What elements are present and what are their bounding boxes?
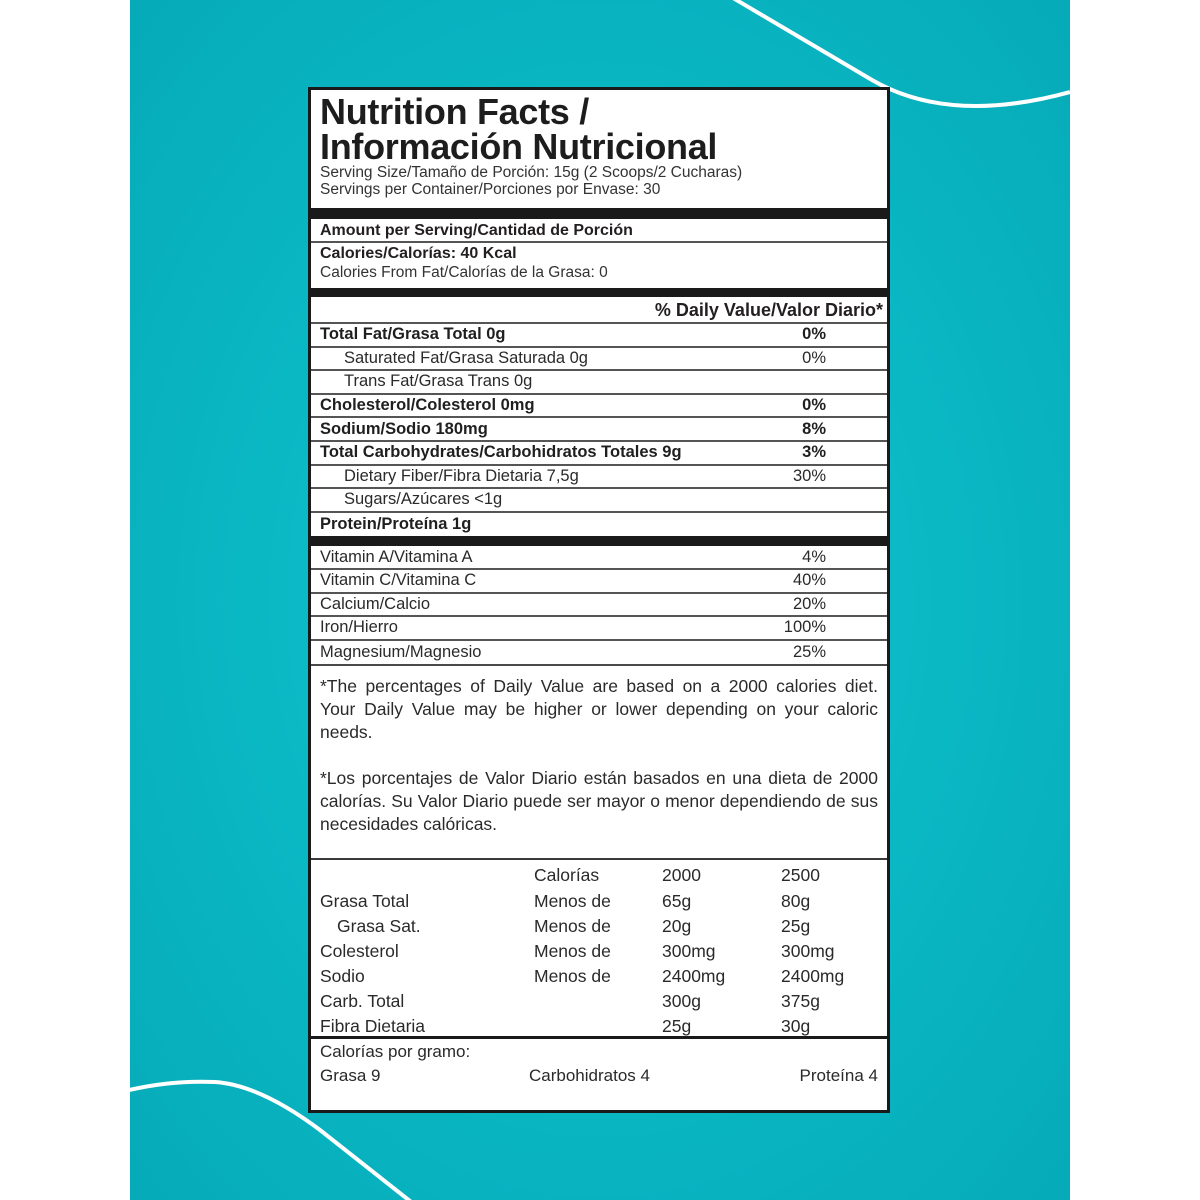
reference-cell: 2400mg: [662, 966, 726, 987]
nutrient-row: [311, 395, 887, 419]
footnote-english: *The percentages of Daily Value are based on a 2000 calories diet. Your Daily Value may be higher or lower depending on your caloric needs.: [320, 676, 878, 743]
nutrient-name: Cholesterol/Colesterol 0mg: [320, 396, 535, 415]
nutrient-pct: 3%: [802, 443, 826, 462]
serving-size: Serving Size/Tamaño de Porción: 15g (2 Scoops/2 Cucharas): [320, 164, 743, 181]
nutrient-row: [311, 513, 887, 537]
footnote-spanish: *Los porcentajes de Valor Diario están basados en una dieta de 2000 calorías. Su Valor Diario puede ser mayor o menor dependiendo de sus necesidades calóricas.: [320, 768, 878, 835]
thick-divider: [311, 208, 887, 219]
reference-cell: 25g: [781, 915, 811, 936]
vitamin-name: Vitamin C/Vitamina C: [320, 571, 477, 590]
vitamin-row: [311, 594, 887, 618]
nutrient-pct: 0%: [802, 396, 826, 415]
reference-cell: 80g: [781, 890, 811, 911]
vitamin-row: [311, 546, 887, 570]
reference-cell: [320, 863, 534, 888]
reference-row: [320, 889, 887, 914]
nutrient-pct: 30%: [792, 466, 826, 485]
vitamin-pct: 20%: [792, 594, 826, 613]
reference-cell: Menos de: [534, 940, 611, 961]
fat-cal-per-gram: Grasa 9: [320, 1066, 381, 1086]
reference-row: [320, 964, 887, 989]
nutrient-row: [311, 489, 887, 513]
reference-cell: 300g: [662, 991, 701, 1012]
nutrient-list: [311, 324, 887, 536]
footnote: [311, 664, 887, 858]
reference-row: [320, 863, 887, 888]
reference-cell: 25g: [662, 1016, 692, 1037]
reference-row: [320, 914, 887, 939]
reference-row: [320, 989, 887, 1014]
nutrient-row: [311, 418, 887, 442]
reference-cell: Grasa Total: [320, 890, 410, 911]
reference-cell: 300mg: [662, 940, 716, 961]
nutrient-name: Protein/Proteína 1g: [320, 515, 472, 534]
vitamin-row: [311, 570, 887, 594]
calories-per-gram: [311, 1036, 887, 1088]
nutrient-name: Sugars/Azúcares <1g: [344, 490, 503, 509]
reference-cell: [534, 1014, 662, 1039]
calories-from-fat: Calories From Fat/Calorías de la Grasa: 0: [320, 264, 608, 281]
reference-cell: Colesterol: [320, 940, 399, 961]
reference-cell: Carb. Total: [320, 991, 405, 1012]
vitamin-name: Vitamin A/Vitamina A: [320, 547, 473, 566]
daily-reference-table: [311, 858, 887, 1036]
nutrient-row: [311, 348, 887, 372]
reference-cell: [534, 989, 662, 1014]
servings-per-container: Servings per Container/Porciones por Envase: 30: [320, 181, 661, 198]
title-line-1: Nutrition Facts /: [320, 91, 589, 132]
vitamin-name: Calcium/Calcio: [320, 594, 431, 613]
nutrient-pct: 0%: [802, 325, 826, 344]
reference-cell: Menos de: [534, 966, 611, 987]
reference-cell: 2500: [781, 865, 820, 886]
title-line-2: Información Nutricional: [320, 126, 718, 167]
reference-cell: 2400mg: [781, 966, 845, 987]
nutrient-name: Total Fat/Grasa Total 0g: [320, 325, 506, 344]
nutrient-name: Sodium/Sodio 180mg: [320, 419, 488, 438]
vitamin-pct: 40%: [792, 571, 826, 590]
nutrient-name: Trans Fat/Grasa Trans 0g: [344, 372, 533, 391]
protein-cal-per-gram: Proteína 4: [799, 1066, 878, 1086]
reference-cell: Grasa Sat.: [337, 915, 421, 936]
nutrient-name: Total Carbohydrates/Carbohidratos Totales 9g: [320, 443, 682, 462]
nutrient-row: [311, 324, 887, 348]
calories-block: [311, 243, 887, 288]
nutrient-name: Dietary Fiber/Fibra Dietaria 7,5g: [344, 466, 579, 485]
vitamin-list: [311, 546, 887, 664]
reference-cell: Menos de: [534, 915, 611, 936]
reference-cell: 65g: [662, 890, 692, 911]
vitamin-row: [311, 641, 887, 665]
calories-per-gram-label: Calorías por gramo:: [320, 1042, 471, 1062]
nutrient-row: [311, 371, 887, 395]
daily-value-header: % Daily Value/Valor Diario*: [311, 297, 887, 324]
amount-per-serving: Amount per Serving/Cantidad de Porción: [311, 219, 887, 243]
nutrient-row: [311, 466, 887, 490]
reference-row: [320, 939, 887, 964]
reference-cell: 2000: [662, 865, 701, 886]
vitamin-row: [311, 617, 887, 641]
vitamin-pct: 4%: [802, 547, 826, 566]
nutrition-facts-label: [308, 87, 890, 1113]
nutrient-pct: 0%: [802, 348, 826, 367]
vitamin-name: Iron/Hierro: [320, 618, 398, 637]
reference-cell: Sodio: [320, 966, 365, 987]
nutrient-row: [311, 442, 887, 466]
vitamin-pct: 25%: [792, 643, 826, 662]
thick-divider: [311, 288, 887, 297]
calories-per-gram-values: [320, 1064, 878, 1088]
nutrient-pct: 8%: [802, 419, 826, 438]
reference-cell: 20g: [662, 915, 692, 936]
reference-row: [320, 1014, 887, 1039]
reference-cell: Calorías: [534, 865, 600, 886]
vitamin-pct: 100%: [783, 618, 826, 637]
reference-cell: 375g: [781, 991, 820, 1012]
nutrient-name: Saturated Fat/Grasa Saturada 0g: [344, 348, 588, 367]
reference-cell: 300mg: [781, 940, 835, 961]
vitamin-name: Magnesium/Magnesio: [320, 643, 482, 662]
carb-cal-per-gram: Carbohidratos 4: [529, 1066, 650, 1086]
reference-cell: Menos de: [534, 890, 611, 911]
reference-cell: Fibra Dietaria: [320, 1016, 426, 1037]
label-header: [311, 90, 887, 208]
reference-cell: 30g: [781, 1016, 811, 1037]
calories: Calories/Calorías: 40 Kcal: [320, 245, 517, 262]
thick-divider: [311, 536, 887, 546]
